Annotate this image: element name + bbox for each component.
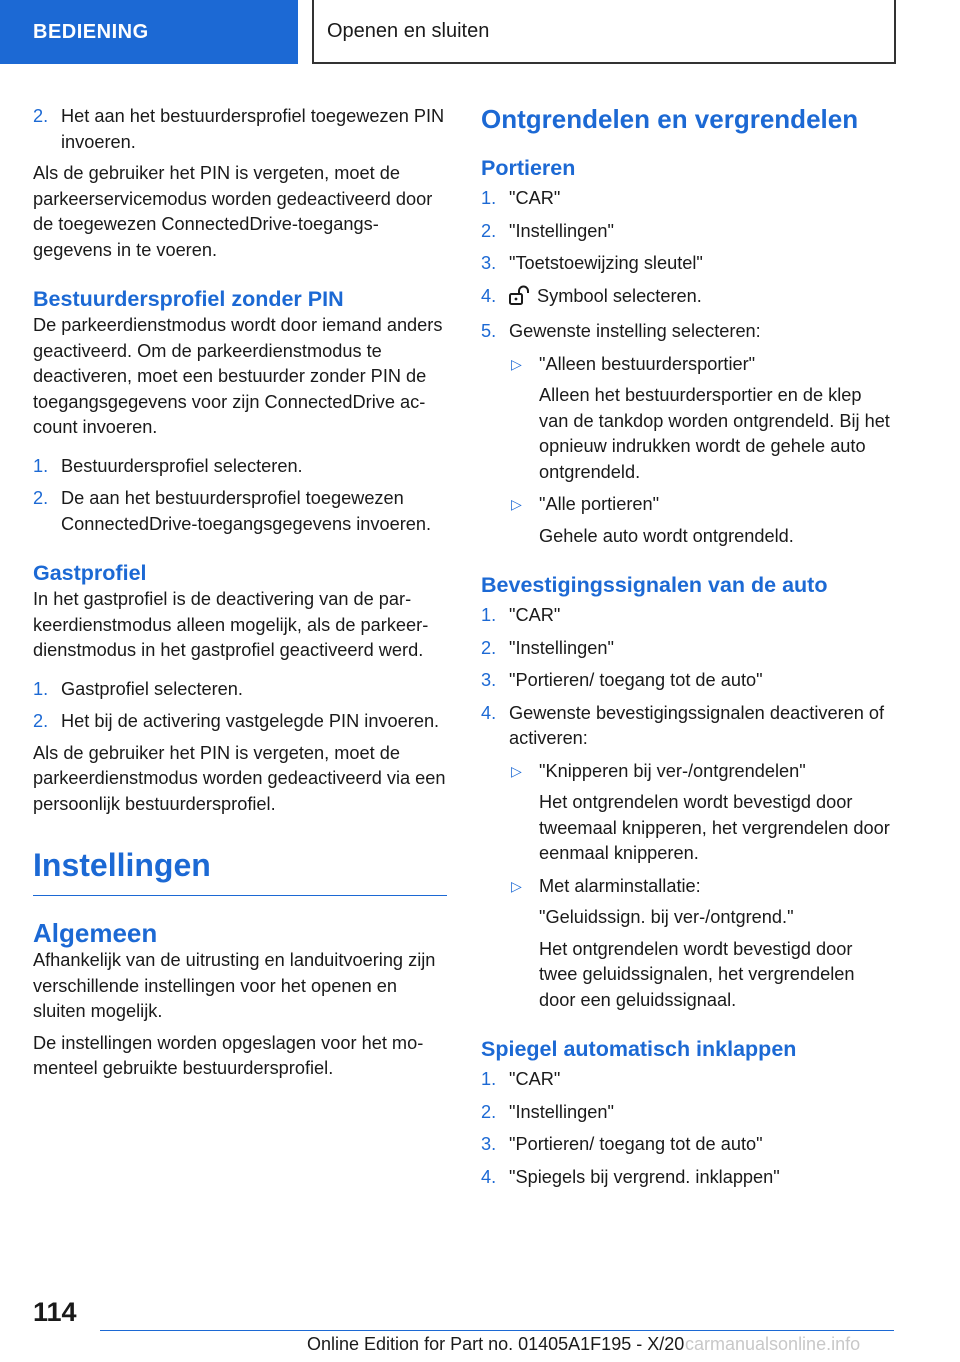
option-label: Met alarminstallatie:	[539, 875, 701, 896]
list-item	[481, 1132, 891, 1158]
step-number: 3.	[481, 1134, 497, 1154]
left-column	[33, 104, 447, 1082]
option-description: Het ontgrendelen wordt bevestigd door tweemaal knipperen, het vergrendelen door eenmaal knipperen.	[539, 792, 890, 863]
section-heading: Algemeen	[33, 918, 158, 948]
step-text: Het bij de activering vastgelegde PIN invoeren.	[61, 711, 440, 731]
chapter-heading: Instellingen	[33, 845, 447, 896]
section-tab: BEDIENING	[0, 0, 298, 64]
step-number: 1.	[33, 678, 49, 699]
option-label: "Knipperen bij ver-/ontgrendelen"	[539, 760, 806, 781]
list-item	[481, 1067, 891, 1093]
step-number: 1.	[481, 1069, 497, 1089]
list-item	[33, 104, 447, 155]
triangle-right-icon: ▷	[511, 877, 522, 894]
list-item	[481, 1100, 891, 1126]
confirm-steps	[481, 603, 891, 752]
doors-options	[509, 352, 891, 550]
paragraph: Afhankelijk van de uitrusting en landuitvoering zijn verschillende instellingen voor het openen en sluiten mogelijk.	[33, 950, 436, 1021]
list-item	[481, 219, 891, 245]
option-description: Alleen het bestuurdersportier en de klep van de tankdop worden ontgrendeld. Bij het opnieuw indrukken wordt de gehele auto ontgrendeld.	[539, 385, 890, 482]
page-section-title: Openen en sluiten	[312, 0, 896, 64]
step-text: Gewenste instelling selecteren:	[509, 321, 761, 341]
confirm-options	[509, 759, 891, 1014]
step-text: "Toetstoewijzing sleutel"	[509, 253, 703, 273]
intro-steps	[33, 104, 447, 155]
profile-steps	[33, 454, 447, 538]
step-text: "Portieren/ toegang tot de auto"	[509, 1134, 763, 1154]
list-item	[481, 186, 891, 212]
triangle-right-icon: ▷	[511, 496, 522, 512]
list-item	[509, 759, 891, 867]
step-number: 4.	[481, 285, 497, 306]
watermark: carmanualsonline.info	[685, 1334, 861, 1354]
step-text: "CAR"	[509, 188, 561, 208]
list-item	[481, 668, 891, 694]
list-item	[509, 492, 891, 549]
step-number: 3.	[481, 670, 497, 690]
step-number: 2.	[33, 711, 49, 731]
step-text: Bestuurdersprofiel selecteren.	[61, 455, 303, 476]
step-number: 5.	[481, 321, 497, 341]
paragraph: Als de gebruiker het PIN is vergeten, moet de parkeerservicemodus worden gedeactiveerd door de toegewezen ConnectedDrive-toegangsgegevens in te voeren.	[33, 163, 433, 260]
option-description: Het ontgrendelen wordt bevestigd door twee geluidssignalen, het vergrendelen door een geluidssignaal.	[539, 938, 855, 1010]
list-item	[481, 636, 891, 662]
right-column	[481, 104, 891, 1190]
list-item	[481, 319, 891, 345]
step-text: "Instellingen"	[509, 220, 614, 241]
step-number: 2.	[33, 488, 49, 508]
list-item	[481, 1165, 891, 1191]
paragraph: Als de gebruiker het PIN is vergeten, moet de parkeerdienstmodus worden gedeactiveerd via een persoonlijk bestuurdersprofiel.	[33, 742, 446, 814]
list-item	[481, 701, 891, 752]
step-number: 2.	[481, 637, 497, 658]
step-number: 4.	[481, 702, 497, 723]
paragraph: De instellingen worden opgeslagen voor het momenteel gebruikte bestuurdersprofiel.	[33, 1032, 424, 1078]
section-heading: Bestuurdersprofiel zonder PIN	[33, 287, 344, 311]
list-item	[33, 486, 447, 537]
list-item	[33, 709, 447, 735]
chapter-subheading: Ontgrendelen en vergrendelen	[481, 104, 859, 134]
step-number: 4.	[481, 1166, 497, 1187]
list-item	[509, 874, 891, 1014]
list-item	[509, 352, 891, 486]
section-heading: Spiegel automatisch inklappen	[481, 1037, 797, 1061]
step-number: 2.	[481, 1101, 497, 1122]
step-number: 1.	[33, 455, 49, 476]
section-heading: Gastprofiel	[33, 561, 147, 585]
list-item	[481, 251, 891, 277]
guest-steps	[33, 677, 447, 735]
section-heading: Portieren	[481, 156, 576, 180]
step-number: 3.	[481, 253, 497, 273]
paragraph: In het gastprofiel is de deactivering van de parkeerdienstmodus alleen mogelijk, als de parkeerdienstmodus in het gastprofiel geactiveerd werd.	[33, 589, 429, 660]
step-text: Gewenste bevestigingssignalen deactiveren of activeren:	[509, 702, 885, 748]
unlock-icon	[509, 285, 531, 313]
list-item	[481, 284, 891, 313]
step-text: Het aan het bestuurdersprofiel toegewezen PIN invoeren.	[61, 106, 445, 152]
edition-text: Online Edition for Part no. 01405A1F195 - X/20	[307, 1334, 685, 1354]
option-description: "Geluidssign. bij ver-/ontgrend."	[539, 907, 794, 927]
list-item	[33, 677, 447, 703]
step-text: "Instellingen"	[509, 1101, 614, 1122]
mirror-steps	[481, 1067, 891, 1190]
section-heading: Bevestigingssignalen van de auto	[481, 573, 828, 597]
page-number: 114	[33, 1297, 77, 1327]
list-item	[33, 454, 447, 480]
list-item	[481, 603, 891, 629]
option-label: "Alle portieren"	[539, 494, 660, 514]
step-text: "Portieren/ toegang tot de auto"	[509, 670, 763, 690]
paragraph: De parkeerdienstmodus wordt door iemand anders geactiveerd. Om de parkeerdienstmodus te deactiveren, moet een bestuurder zonder PIN de toegangsgegevens voor zijn ConnectedDrive account invoeren.	[33, 315, 443, 437]
step-text: "CAR"	[509, 605, 561, 625]
step-text: Gastprofiel selecteren.	[61, 678, 243, 699]
step-text: "Instellingen"	[509, 637, 614, 658]
triangle-right-icon: ▷	[511, 355, 522, 372]
step-text: "CAR"	[509, 1069, 561, 1089]
step-text: "Spiegels bij vergrend. inklappen"	[509, 1166, 780, 1187]
step-number: 1.	[481, 188, 497, 208]
step-text: Symbool selecteren.	[537, 285, 702, 306]
step-number: 2.	[33, 106, 49, 126]
triangle-right-icon: ▷	[511, 762, 522, 779]
step-number: 2.	[481, 220, 497, 241]
step-number: 1.	[481, 605, 497, 625]
option-description: Gehele auto wordt ontgrendeld.	[539, 525, 794, 546]
option-label: "Alleen bestuurdersportier"	[539, 353, 756, 374]
doors-steps	[481, 186, 891, 345]
step-text: De aan het bestuurdersprofiel toegewezen ConnectedDrive-toegangsgegevens invoeren.	[61, 488, 432, 534]
footer-divider	[100, 1330, 894, 1331]
